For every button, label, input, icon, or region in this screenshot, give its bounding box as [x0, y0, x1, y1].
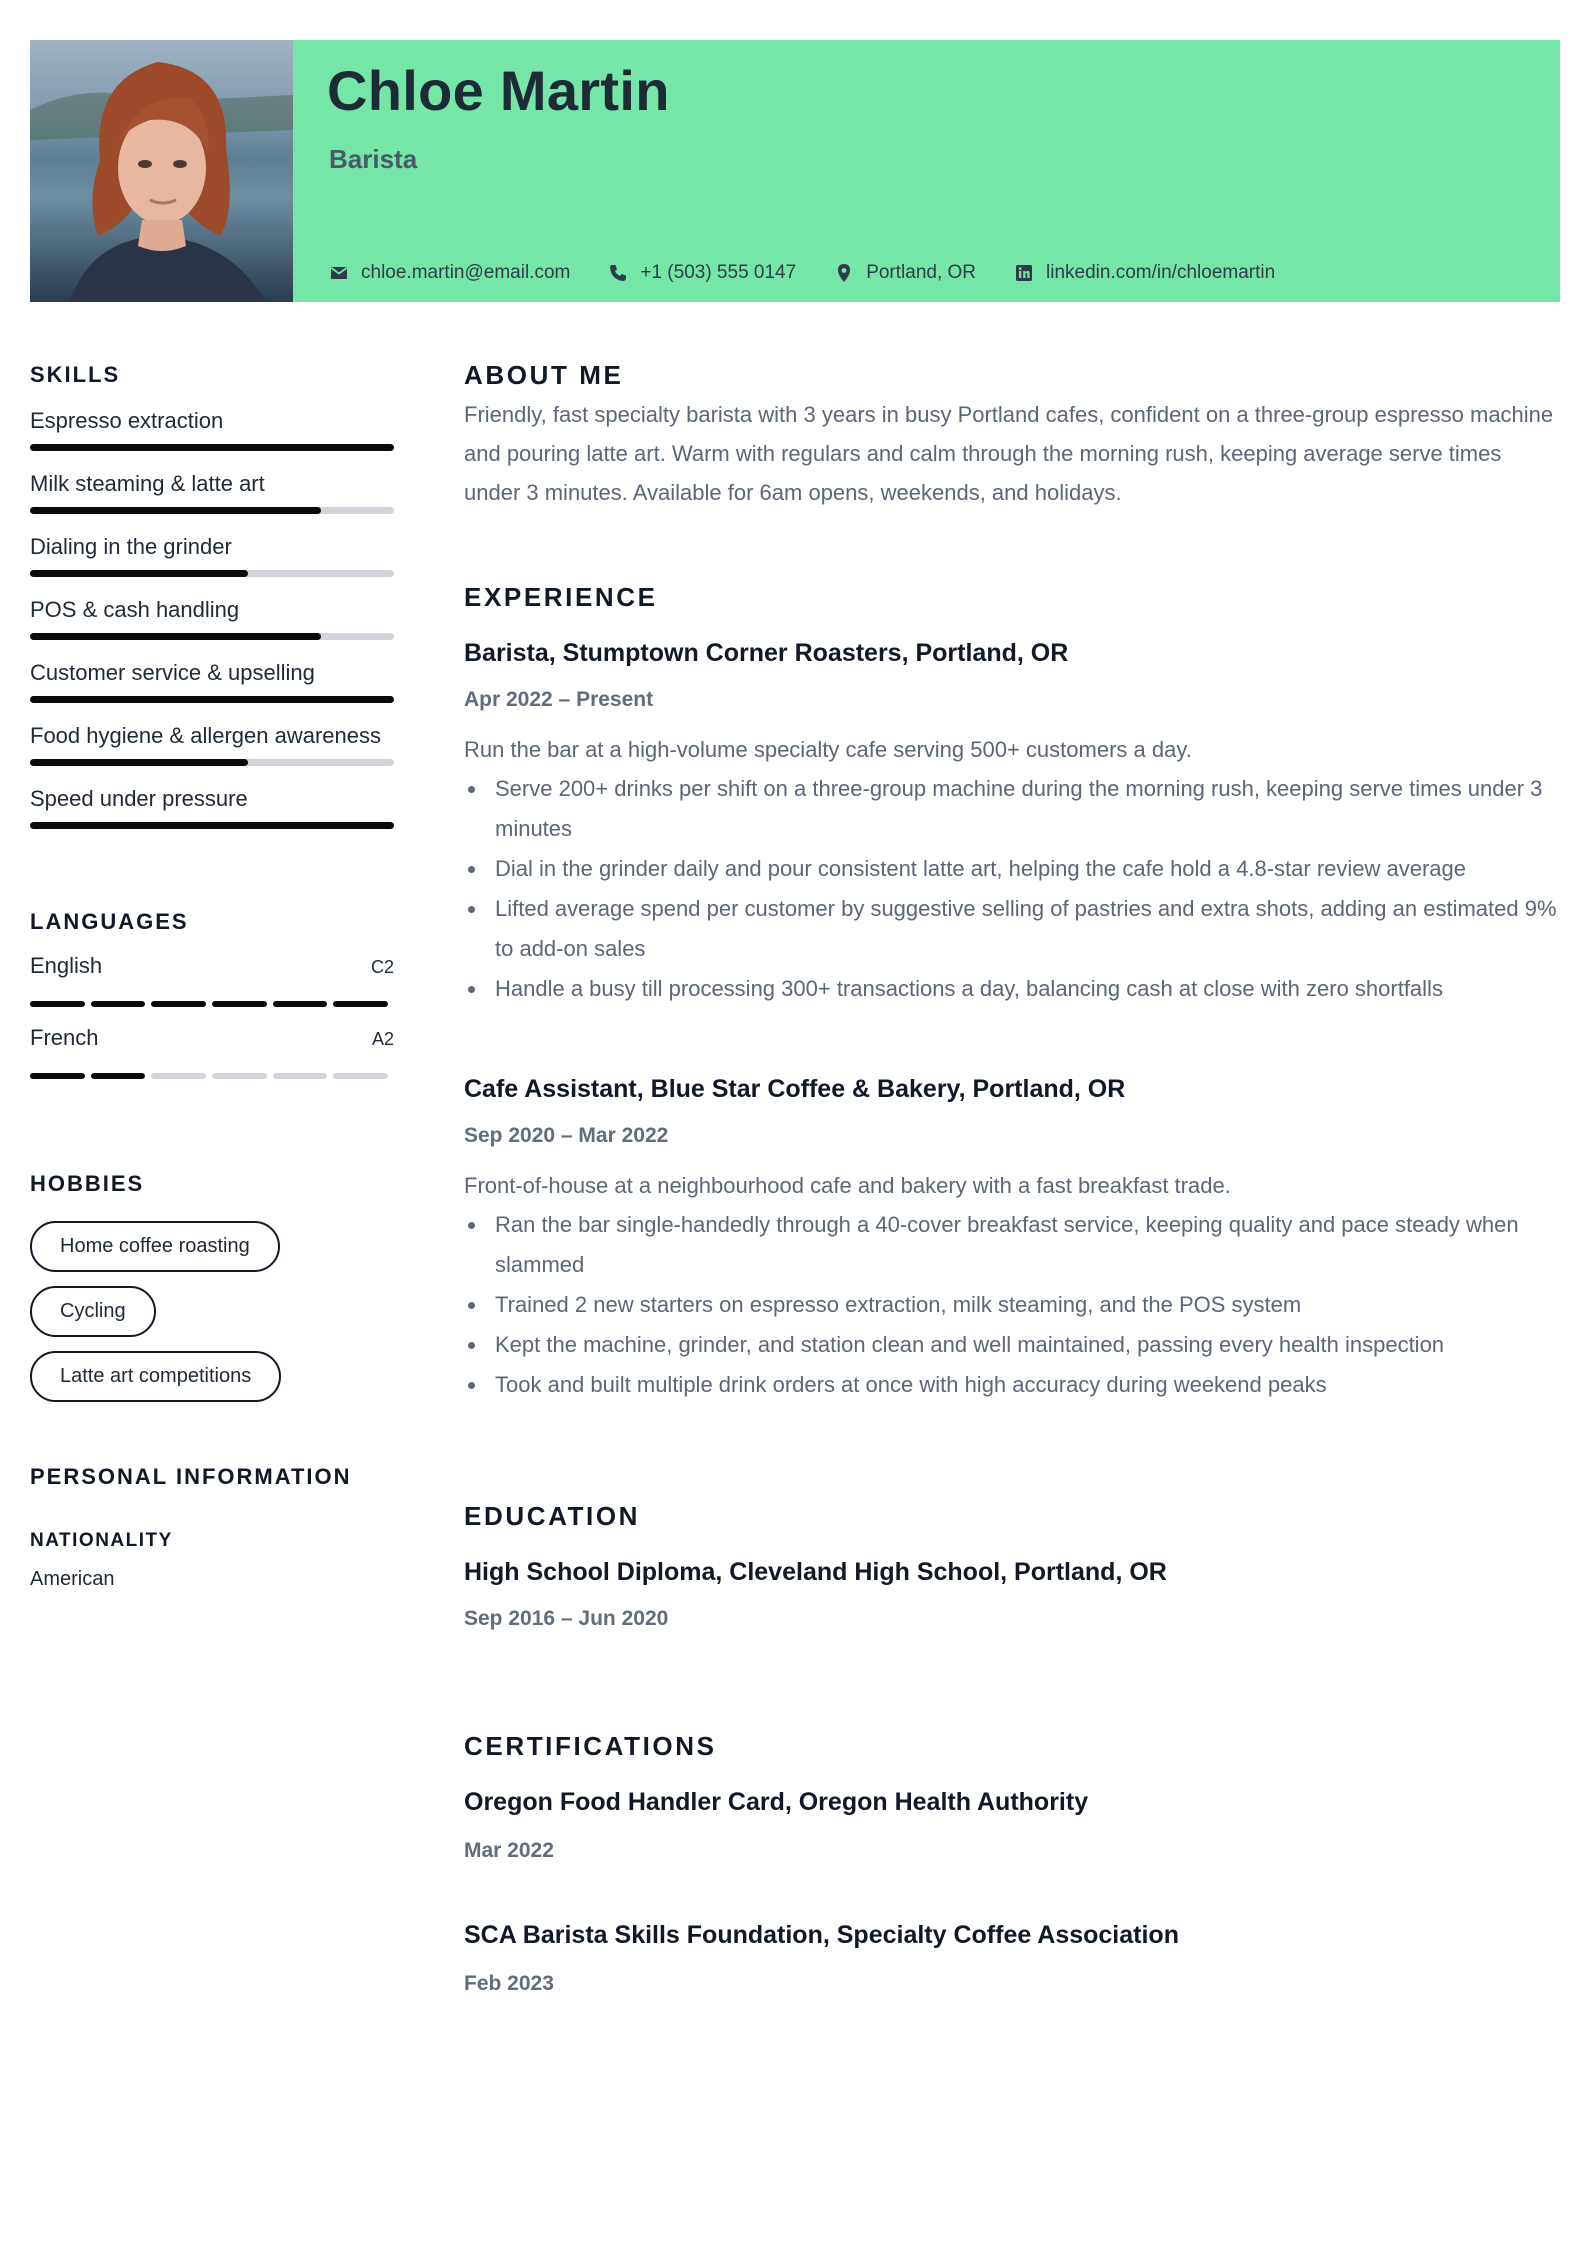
- resume-header: [30, 40, 1560, 302]
- skill-item: [30, 721, 394, 766]
- contact-list: [329, 262, 1313, 284]
- language-level: C2: [370, 957, 394, 977]
- skill-item: [30, 658, 394, 703]
- language-item: [30, 1025, 394, 1079]
- skill-level-fill: [30, 507, 321, 514]
- language-item: [30, 953, 394, 1007]
- language-level-segment: [91, 1001, 146, 1007]
- experience-role: Barista, Stumptown Corner Roasters, Portland, OR: [464, 639, 1069, 667]
- language-level-indicator: [30, 1073, 394, 1079]
- experience-entry: [464, 639, 1560, 1009]
- experience-role: Cafe Assistant, Blue Star Coffee & Bakery, Portland, OR: [464, 1075, 1126, 1103]
- hobby-pill: Cycling: [30, 1286, 156, 1337]
- skill-name: Espresso extraction: [30, 408, 224, 433]
- skill-level-fill: [30, 570, 248, 577]
- language-level-segment: [151, 1001, 206, 1007]
- hobby-pill: Latte art competitions: [30, 1351, 281, 1402]
- experience-bullet: Kept the machine, grinder, and station clean and well maintained, passing every health inspection: [464, 1325, 1560, 1365]
- skill-level-bar: [30, 444, 394, 451]
- linkedin-icon: [1014, 263, 1034, 283]
- contact-linkedin-text: linkedin.com/in/chloemartin: [1046, 262, 1276, 283]
- about-text: Friendly, fast specialty barista with 3 years in busy Portland cafes, confident on a three-group espresso machine and pouring latte art. Warm with regulars and calm through the morning rush, keeping average serve times under 3 minutes. Available for 6am opens, weekends, and holidays.: [464, 402, 1554, 505]
- certification-name: SCA Barista Skills Foundation, Specialty Coffee Association: [464, 1921, 1179, 1949]
- language-level-segment: [212, 1073, 267, 1079]
- certification-entry: [464, 1921, 1560, 1996]
- skill-item: [30, 469, 394, 514]
- skill-level-fill: [30, 822, 394, 829]
- certification-entry: [464, 1788, 1560, 1863]
- experience-bullet: Lifted average spend per customer by suggestive selling of pastries and extra shots, adding an estimated 9% to add-on sales: [464, 889, 1560, 969]
- skill-level-bar: [30, 696, 394, 703]
- languages-list: [30, 953, 394, 1079]
- languages-heading: LANGUAGES: [30, 909, 189, 934]
- skill-name: Dialing in the grinder: [30, 534, 232, 559]
- experience-bullet: Handle a busy till processing 300+ transactions a day, balancing cash at close with zero shortfalls: [464, 969, 1560, 1009]
- contact-email-text: chloe.martin@email.com: [361, 262, 571, 283]
- experience-bullet: Serve 200+ drinks per shift on a three-group machine during the morning rush, keeping serve times under 3 minutes: [464, 769, 1560, 849]
- certifications-list: [464, 1788, 1560, 1996]
- skills-heading: SKILLS: [30, 362, 121, 387]
- skill-item: [30, 784, 394, 829]
- contact-phone[interactable]: [608, 262, 796, 284]
- experience-dates: Apr 2022 – Present: [464, 688, 654, 711]
- language-level-segment: [30, 1001, 85, 1007]
- language-level-segment: [151, 1073, 206, 1079]
- certification-name: Oregon Food Handler Card, Oregon Health Authority: [464, 1788, 1089, 1816]
- skill-level-fill: [30, 633, 321, 640]
- education-degree: High School Diploma, Cleveland High School, Portland, OR: [464, 1558, 1167, 1586]
- language-level-segment: [212, 1001, 267, 1007]
- skill-level-bar: [30, 759, 394, 766]
- experience-bullet: Trained 2 new starters on espresso extraction, milk steaming, and the POS system: [464, 1285, 1560, 1325]
- skill-level-fill: [30, 444, 394, 451]
- language-name: French: [30, 1025, 99, 1050]
- contact-phone-text: +1 (503) 555 0147: [640, 262, 797, 283]
- experience-bullets: [464, 769, 1560, 1009]
- portrait-image: [30, 40, 293, 302]
- profile-photo: [30, 40, 293, 302]
- experience-list: [464, 639, 1560, 1405]
- experience-bullet: Took and built multiple drink orders at once with high accuracy during weekend peaks: [464, 1365, 1560, 1405]
- experience-heading: EXPERIENCE: [464, 582, 658, 612]
- education-dates: Sep 2016 – Jun 2020: [464, 1607, 669, 1630]
- language-level-segment: [91, 1073, 146, 1079]
- header-band: [293, 40, 1560, 302]
- contact-location-text: Portland, OR: [866, 262, 977, 283]
- skill-name: Milk steaming & latte art: [30, 471, 265, 496]
- job-title: Barista: [329, 144, 418, 174]
- language-level-indicator: [30, 1001, 394, 1007]
- hobby-pill: Home coffee roasting: [30, 1221, 280, 1272]
- about-heading: ABOUT ME: [464, 360, 624, 390]
- language-level-segment: [333, 1001, 388, 1007]
- skill-level-fill: [30, 696, 394, 703]
- skill-name: Speed under pressure: [30, 786, 248, 811]
- skill-item: [30, 406, 394, 451]
- skill-level-fill: [30, 759, 248, 766]
- contact-linkedin[interactable]: [1014, 262, 1275, 284]
- language-level-segment: [273, 1073, 328, 1079]
- language-level-segment: [333, 1073, 388, 1079]
- language-level-segment: [30, 1073, 85, 1079]
- skill-name: Food hygiene & allergen awareness: [30, 723, 382, 748]
- hobbies-list: [30, 1205, 394, 1402]
- nationality-label: NATIONALITY: [30, 1530, 173, 1551]
- skill-level-bar: [30, 507, 394, 514]
- experience-bullets: [464, 1205, 1560, 1405]
- nationality-value: American: [30, 1568, 115, 1590]
- certification-date: Mar 2022: [464, 1839, 554, 1862]
- map-pin-icon: [834, 263, 854, 283]
- experience-summary: Run the bar at a high-volume specialty cafe serving 500+ customers a day.: [464, 737, 1192, 762]
- language-level: A2: [371, 1029, 394, 1049]
- skill-level-bar: [30, 822, 394, 829]
- skill-name: Customer service & upselling: [30, 660, 315, 685]
- envelope-icon: [329, 263, 349, 283]
- sidebar: [30, 360, 394, 1591]
- language-row: [30, 1025, 394, 1051]
- hobbies-heading: HOBBIES: [30, 1171, 145, 1196]
- experience-bullet: Dial in the grinder daily and pour consistent latte art, helping the cafe hold a 4.8-star review average: [464, 849, 1560, 889]
- education-heading: EDUCATION: [464, 1501, 641, 1531]
- experience-entry: [464, 1075, 1560, 1405]
- skill-item: [30, 595, 394, 640]
- skills-list: [30, 406, 394, 829]
- language-name: English: [30, 953, 103, 978]
- contact-location: [834, 262, 976, 284]
- personal-info-heading: PERSONAL INFORMATION: [30, 1464, 352, 1489]
- skill-name: POS & cash handling: [30, 597, 240, 622]
- experience-summary: Front-of-house at a neighbourhood cafe and bakery with a fast breakfast trade.: [464, 1173, 1231, 1198]
- candidate-name: Chloe Martin: [327, 59, 670, 122]
- phone-icon: [608, 263, 628, 283]
- skill-item: [30, 532, 394, 577]
- education-list: [464, 1558, 1560, 1631]
- skill-level-bar: [30, 633, 394, 640]
- contact-email[interactable]: [329, 262, 570, 284]
- experience-bullet: Ran the bar single-handedly through a 40-cover breakfast service, keeping quality and pace steady when slammed: [464, 1205, 1560, 1285]
- language-level-segment: [273, 1001, 328, 1007]
- main-content: [464, 360, 1560, 1996]
- certifications-heading: CERTIFICATIONS: [464, 1731, 717, 1761]
- language-row: [30, 953, 394, 979]
- certification-date: Feb 2023: [464, 1972, 554, 1995]
- education-entry: [464, 1558, 1560, 1631]
- experience-dates: Sep 2020 – Mar 2022: [464, 1124, 669, 1147]
- skill-level-bar: [30, 570, 394, 577]
